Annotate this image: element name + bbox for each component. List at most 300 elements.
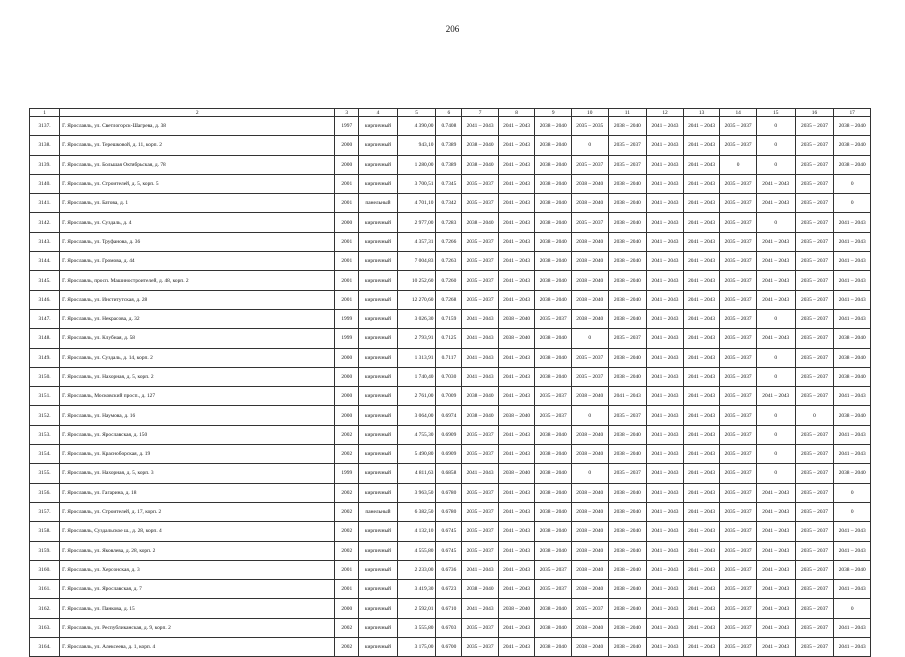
table-cell: 2038 – 2040 <box>608 560 647 579</box>
table-cell: 2041 – 2043 <box>756 618 795 637</box>
table-cell: 2038 – 2040 <box>834 560 871 579</box>
table-cell: 2041 – 2043 <box>683 406 720 425</box>
table-cell: 2035 – 2037 <box>720 232 757 251</box>
table-cell: 2041 – 2043 <box>498 174 535 193</box>
row-number-cell: 3162. <box>30 599 60 618</box>
column-header-12: 12 <box>647 109 684 117</box>
table-cell: 2038 – 2040 <box>608 213 647 232</box>
table-cell: 2041 – 2043 <box>834 309 871 328</box>
area-cell: 1 740,40 <box>397 367 436 386</box>
table-cell: 2041 – 2043 <box>498 541 535 560</box>
table-cell: 2041 – 2043 <box>647 541 684 560</box>
table-cell: 2035 – 2037 <box>720 174 757 193</box>
table-cell: 0.7260 <box>436 271 462 290</box>
table-cell: 2041 – 2043 <box>462 367 499 386</box>
table-cell: 2041 – 2043 <box>647 618 684 637</box>
table-cell: кирпичный <box>359 445 398 464</box>
table-cell: 2038 – 2040 <box>608 522 647 541</box>
table-cell: кирпичный <box>359 560 398 579</box>
address-cell: Г. Ярославль, ул. Наумова, д. 16 <box>60 406 335 425</box>
table-row <box>30 329 871 348</box>
table-cell: 2041 – 2043 <box>462 560 499 579</box>
area-cell: 2 977,00 <box>397 213 436 232</box>
table-cell: 2035 – 2037 <box>795 483 834 502</box>
row-number-cell: 3150. <box>30 367 60 386</box>
address-cell: Г. Ярославль, ул. Труфанова, д. 36 <box>60 232 335 251</box>
table-cell: 0.6780 <box>436 483 462 502</box>
area-cell: 4 357,31 <box>397 232 436 251</box>
table-cell: 0 <box>756 155 795 174</box>
table-row <box>30 406 871 425</box>
table-cell: 2035 – 2037 <box>720 445 757 464</box>
table-cell: 2038 – 2040 <box>608 425 647 444</box>
table-cell: 2041 – 2043 <box>683 502 720 521</box>
table-cell: 0 <box>571 136 608 155</box>
table-row <box>30 290 871 309</box>
table-cell: 2041 – 2043 <box>683 618 720 637</box>
table-cell: 2038 – 2040 <box>834 155 871 174</box>
table-cell: 2002 <box>335 502 359 521</box>
table-cell: 2041 – 2043 <box>498 483 535 502</box>
table-cell: 2041 – 2043 <box>498 194 535 213</box>
table-cell: 2035 – 2037 <box>462 252 499 271</box>
table-row <box>30 271 871 290</box>
table-cell: 2035 – 2037 <box>720 348 757 367</box>
address-cell: Г. Ярославль, ул. Строителей, д. 17, корп. 2 <box>60 502 335 521</box>
table-cell: 2041 – 2043 <box>756 194 795 213</box>
table-cell: 2038 – 2040 <box>571 502 608 521</box>
address-cell: Г. Ярославль, ул. Некрасова, д. 32 <box>60 309 335 328</box>
table-cell: 2041 – 2043 <box>498 560 535 579</box>
row-number-cell: 3145. <box>30 271 60 290</box>
table-cell: 2041 – 2043 <box>756 329 795 348</box>
table-cell: 2035 – 2037 <box>795 464 834 483</box>
table-cell: 2000 <box>335 155 359 174</box>
table-cell: 2041 – 2043 <box>683 174 720 193</box>
table-cell: 2038 – 2040 <box>608 117 647 136</box>
table-cell: 2041 – 2043 <box>498 271 535 290</box>
table-row <box>30 252 871 271</box>
table-cell: 2041 – 2043 <box>834 638 871 657</box>
table-cell: 0.6710 <box>436 599 462 618</box>
table-cell: 2038 – 2040 <box>462 155 499 174</box>
table-cell: 2002 <box>335 522 359 541</box>
table-cell: 2000 <box>335 406 359 425</box>
column-header-2: 2 <box>60 109 335 117</box>
table-cell: 2035 – 2037 <box>720 638 757 657</box>
table-row <box>30 309 871 328</box>
table-cell: 2041 – 2043 <box>608 387 647 406</box>
table-cell: 2000 <box>335 348 359 367</box>
address-cell: Г. Ярославль, ул. Суздаль, д. 14, корп. 2 <box>60 348 335 367</box>
table-cell: 2041 – 2043 <box>647 638 684 657</box>
table-cell: 2041 – 2043 <box>683 522 720 541</box>
table-cell: 0.6745 <box>436 541 462 560</box>
table-cell: 2038 – 2040 <box>571 252 608 271</box>
address-cell: Г. Ярославль, ул. Батова, д. 1 <box>60 194 335 213</box>
table-cell: 2035 – 2037 <box>462 522 499 541</box>
table-cell: 0.6909 <box>436 445 462 464</box>
table-row <box>30 136 871 155</box>
table-cell: 2041 – 2043 <box>756 580 795 599</box>
table-cell: 2035 – 2037 <box>720 406 757 425</box>
table-cell: 0.7408 <box>436 117 462 136</box>
table-cell: 2035 – 2037 <box>795 329 834 348</box>
row-number-cell: 3148. <box>30 329 60 348</box>
table-cell: 2041 – 2043 <box>683 271 720 290</box>
table-cell: 2000 <box>335 599 359 618</box>
table-row <box>30 502 871 521</box>
table-cell: 0.7266 <box>436 232 462 251</box>
table-cell: 2035 – 2037 <box>795 232 834 251</box>
table-cell: 2041 – 2043 <box>647 136 684 155</box>
table-cell: 2035 – 2037 <box>795 309 834 328</box>
table-cell: 2035 – 2037 <box>571 348 608 367</box>
address-cell: Г. Ярославль, ул. Ярославская, д. 7 <box>60 580 335 599</box>
table-cell: 2038 – 2040 <box>498 464 535 483</box>
table-cell: 0.6909 <box>436 425 462 444</box>
table-cell: 2041 – 2043 <box>683 445 720 464</box>
table-cell: 2038 – 2040 <box>535 445 572 464</box>
area-cell: 3 026,30 <box>397 309 436 328</box>
table-cell: 2041 – 2043 <box>498 522 535 541</box>
table-cell: 0.7159 <box>436 309 462 328</box>
table-cell: 2038 – 2040 <box>571 425 608 444</box>
column-header-16: 16 <box>795 109 834 117</box>
table-cell: 2038 – 2040 <box>535 618 572 637</box>
table-cell: 2035 – 2037 <box>795 290 834 309</box>
table-cell: 2035 – 2037 <box>720 329 757 348</box>
table-row <box>30 425 871 444</box>
table-cell: панельный <box>359 502 398 521</box>
area-cell: 3 175,00 <box>397 638 436 657</box>
table-cell: кирпичный <box>359 580 398 599</box>
table-cell: 2041 – 2043 <box>683 367 720 386</box>
table-cell: 0 <box>834 599 871 618</box>
address-cell: Г. Ярославль, ул. Гагарина, д. 18 <box>60 483 335 502</box>
table-row <box>30 560 871 579</box>
table-cell: 2041 – 2043 <box>647 580 684 599</box>
table-cell: 2041 – 2043 <box>462 329 499 348</box>
table-cell: 2035 – 2037 <box>720 117 757 136</box>
table-cell: 2041 – 2043 <box>498 367 535 386</box>
table-cell: 2035 – 2037 <box>462 425 499 444</box>
table-cell: кирпичный <box>359 290 398 309</box>
table-cell: 0 <box>571 464 608 483</box>
column-header-10: 10 <box>571 109 608 117</box>
table-cell: 2041 – 2043 <box>683 290 720 309</box>
table-cell: 2038 – 2040 <box>608 271 647 290</box>
table-cell: 2041 – 2043 <box>498 252 535 271</box>
table-cell: 2035 – 2037 <box>795 367 834 386</box>
table-cell: кирпичный <box>359 155 398 174</box>
table-cell: 2041 – 2043 <box>498 387 535 406</box>
table-cell: 2035 – 2037 <box>795 194 834 213</box>
table-cell: 2002 <box>335 618 359 637</box>
table-cell: 2041 – 2043 <box>647 213 684 232</box>
table-cell: 2038 – 2040 <box>535 329 572 348</box>
table-cell: 2038 – 2040 <box>571 309 608 328</box>
row-number-cell: 3152. <box>30 406 60 425</box>
table-cell: 2035 – 2037 <box>795 252 834 271</box>
table-cell: 2041 – 2043 <box>683 425 720 444</box>
address-cell: Г. Ярославль, ул. Громова, д. 44 <box>60 252 335 271</box>
table-cell: 2038 – 2040 <box>535 252 572 271</box>
table-cell: 2038 – 2040 <box>608 483 647 502</box>
column-header-4: 4 <box>359 109 398 117</box>
row-number-cell: 3164. <box>30 638 60 657</box>
table-cell: 2001 <box>335 271 359 290</box>
row-number-cell: 3155. <box>30 464 60 483</box>
table-cell: 2041 – 2043 <box>498 155 535 174</box>
table-row <box>30 522 871 541</box>
row-number-cell: 3157. <box>30 502 60 521</box>
table-cell: 2041 – 2043 <box>683 136 720 155</box>
address-cell: Г. Ярославль, ул. Большая Октябрьская, д. 78 <box>60 155 335 174</box>
table-cell: 2035 – 2037 <box>795 213 834 232</box>
table-cell: 2041 – 2043 <box>834 271 871 290</box>
table-cell: 2038 – 2040 <box>834 348 871 367</box>
table-cell: 2035 – 2037 <box>535 560 572 579</box>
area-cell: 3 700,51 <box>397 174 436 193</box>
table-row <box>30 580 871 599</box>
table-cell: кирпичный <box>359 213 398 232</box>
address-cell: Г. Ярославль, ул. Нахорная, д. 5, корп. 2 <box>60 367 335 386</box>
table-cell: кирпичный <box>359 117 398 136</box>
table-cell: 0.7345 <box>436 174 462 193</box>
column-header-3: 3 <box>335 109 359 117</box>
table-cell: 2038 – 2040 <box>608 541 647 560</box>
table-cell: 2035 – 2037 <box>608 329 647 348</box>
row-number-cell: 3146. <box>30 290 60 309</box>
table-cell: 2041 – 2043 <box>683 348 720 367</box>
table-cell: 2041 – 2043 <box>834 252 871 271</box>
table-cell: кирпичный <box>359 522 398 541</box>
table-cell: 2041 – 2043 <box>756 174 795 193</box>
table-cell: 2035 – 2037 <box>720 599 757 618</box>
table-cell: кирпичный <box>359 136 398 155</box>
table-cell: 2038 – 2040 <box>535 541 572 560</box>
table-cell: 2041 – 2043 <box>683 213 720 232</box>
table-cell: 2035 – 2035 <box>571 117 608 136</box>
table-cell: 2038 – 2040 <box>571 232 608 251</box>
table-cell: 2041 – 2043 <box>683 638 720 657</box>
table-cell: 2041 – 2043 <box>683 329 720 348</box>
table-cell: 2035 – 2037 <box>535 580 572 599</box>
table-cell: 2038 – 2040 <box>462 580 499 599</box>
table-cell: 2038 – 2040 <box>608 174 647 193</box>
table-cell: 2035 – 2037 <box>462 445 499 464</box>
table-cell: 2041 – 2043 <box>647 309 684 328</box>
table-cell: 2038 – 2040 <box>535 290 572 309</box>
table-cell: 2038 – 2040 <box>571 445 608 464</box>
table-cell: 2035 – 2037 <box>720 580 757 599</box>
table-row <box>30 618 871 637</box>
area-cell: 10 252,60 <box>397 271 436 290</box>
table-cell: 2035 – 2037 <box>720 271 757 290</box>
table-row <box>30 464 871 483</box>
table-cell: 2035 – 2037 <box>535 309 572 328</box>
row-number-cell: 3140. <box>30 174 60 193</box>
table-cell: кирпичный <box>359 541 398 560</box>
table-cell: 2041 – 2043 <box>647 155 684 174</box>
table-cell: кирпичный <box>359 252 398 271</box>
table-cell: 2041 – 2043 <box>834 445 871 464</box>
column-header-11: 11 <box>608 109 647 117</box>
row-number-cell: 3139. <box>30 155 60 174</box>
table-cell: 1997 <box>335 117 359 136</box>
address-cell: Г. Ярославль, ул. Красноборская, д. 19 <box>60 445 335 464</box>
column-header-14: 14 <box>720 109 757 117</box>
table-cell: 0.7263 <box>436 252 462 271</box>
table-cell: 2041 – 2043 <box>834 425 871 444</box>
area-cell: 4 755,30 <box>397 425 436 444</box>
table-cell: 2041 – 2043 <box>462 599 499 618</box>
table-cell: 2035 – 2037 <box>720 502 757 521</box>
table-cell: 2038 – 2040 <box>834 464 871 483</box>
table-cell: 2035 – 2037 <box>720 483 757 502</box>
table-cell: 2041 – 2043 <box>683 309 720 328</box>
area-cell: 4 132,10 <box>397 522 436 541</box>
row-number-cell: 3154. <box>30 445 60 464</box>
table-cell: 2035 – 2037 <box>795 348 834 367</box>
table-row <box>30 232 871 251</box>
address-cell: Г. Ярославль, ул. Панкова, д. 15 <box>60 599 335 618</box>
table-cell: 2038 – 2040 <box>571 541 608 560</box>
table-cell: 2002 <box>335 541 359 560</box>
table-cell: 2041 – 2043 <box>498 638 535 657</box>
table-cell: панельный <box>359 194 398 213</box>
table-cell: 2035 – 2037 <box>571 367 608 386</box>
table-cell: 2041 – 2043 <box>756 541 795 560</box>
table-cell: кирпичный <box>359 329 398 348</box>
table-cell: 2038 – 2040 <box>571 194 608 213</box>
table-cell: 2041 – 2043 <box>462 348 499 367</box>
table-cell: 2038 – 2040 <box>535 213 572 232</box>
table-cell: 1999 <box>335 464 359 483</box>
table-cell: 2038 – 2040 <box>608 232 647 251</box>
table-cell: 2041 – 2043 <box>756 599 795 618</box>
table-cell: 2038 – 2040 <box>608 445 647 464</box>
table-cell: 2001 <box>335 174 359 193</box>
table-cell: 0 <box>756 348 795 367</box>
table-cell: 2002 <box>335 483 359 502</box>
table-cell: 2038 – 2040 <box>535 367 572 386</box>
table-cell: 2002 <box>335 425 359 444</box>
table-cell: 2038 – 2040 <box>608 194 647 213</box>
table-cell: 0.6780 <box>436 502 462 521</box>
area-cell: 943,10 <box>397 136 436 155</box>
table-row <box>30 348 871 367</box>
table-cell: 2038 – 2040 <box>571 387 608 406</box>
row-number-cell: 3160. <box>30 560 60 579</box>
table-cell: 2041 – 2043 <box>498 502 535 521</box>
table-cell: 2038 – 2040 <box>608 502 647 521</box>
address-cell: Г. Ярославль, Московский просп., д. 127 <box>60 387 335 406</box>
column-header-17: 17 <box>834 109 871 117</box>
table-cell: 2041 – 2043 <box>756 232 795 251</box>
area-cell: 3 963,50 <box>397 483 436 502</box>
table-cell: 2035 – 2037 <box>795 599 834 618</box>
table-cell: 2041 – 2043 <box>683 117 720 136</box>
table-cell: 2038 – 2040 <box>608 290 647 309</box>
table-cell: 0.6703 <box>436 618 462 637</box>
address-cell: Г. Ярославль, ул. Клубная, д. 58 <box>60 329 335 348</box>
table-cell: 2035 – 2037 <box>795 541 834 560</box>
row-number-cell: 3161. <box>30 580 60 599</box>
table-cell: 2041 – 2043 <box>498 117 535 136</box>
table-cell: 2038 – 2040 <box>834 329 871 348</box>
table-cell: кирпичный <box>359 348 398 367</box>
table-cell: 2041 – 2043 <box>756 560 795 579</box>
table-cell: 2041 – 2043 <box>756 387 795 406</box>
address-cell: Г. Ярославль, ул. Суздаль, д. 4 <box>60 213 335 232</box>
table-cell: 2035 – 2037 <box>795 387 834 406</box>
table-cell: 2035 – 2037 <box>571 599 608 618</box>
table-cell: 2041 – 2043 <box>683 252 720 271</box>
table-cell: 2035 – 2037 <box>720 367 757 386</box>
table-cell: 2035 – 2037 <box>462 194 499 213</box>
table-cell: 2035 – 2037 <box>462 618 499 637</box>
table-cell: 0.6858 <box>436 464 462 483</box>
table-cell: 2001 <box>335 580 359 599</box>
table-row <box>30 155 871 174</box>
table-cell: 2041 – 2043 <box>834 232 871 251</box>
table-cell: 2041 – 2043 <box>756 483 795 502</box>
table-cell: 2041 – 2043 <box>498 618 535 637</box>
table-cell: 0.7009 <box>436 387 462 406</box>
table-cell: 2035 – 2037 <box>720 309 757 328</box>
address-cell: Г. Ярославль, Суздальское ш., д. 28, корп. 4 <box>60 522 335 541</box>
table-cell: 0.7283 <box>436 213 462 232</box>
address-cell: Г. Ярославль, ул. Алексеева, д. 1, корп. 4 <box>60 638 335 657</box>
table-cell: 2038 – 2040 <box>834 367 871 386</box>
row-number-cell: 3163. <box>30 618 60 637</box>
column-header-1: 1 <box>30 109 60 117</box>
table-cell: 2002 <box>335 638 359 657</box>
table-cell: 2041 – 2043 <box>834 387 871 406</box>
table-cell: 2038 – 2040 <box>571 290 608 309</box>
table-cell: 2041 – 2043 <box>647 599 684 618</box>
table-cell: 0 <box>834 174 871 193</box>
table-cell: 2035 – 2037 <box>462 290 499 309</box>
table-cell: 2038 – 2040 <box>498 599 535 618</box>
table-cell: 2041 – 2043 <box>834 580 871 599</box>
table-cell: 2041 – 2043 <box>647 271 684 290</box>
column-header-7: 7 <box>462 109 499 117</box>
row-number-cell: 3159. <box>30 541 60 560</box>
table-cell: 2041 – 2043 <box>756 502 795 521</box>
table-cell: 1999 <box>335 309 359 328</box>
table-row <box>30 599 871 618</box>
table-cell: 2038 – 2040 <box>462 387 499 406</box>
table-cell: 2041 – 2043 <box>498 213 535 232</box>
table-row <box>30 387 871 406</box>
table-cell: 2041 – 2043 <box>647 387 684 406</box>
table-row <box>30 174 871 193</box>
table-cell: 2000 <box>335 367 359 386</box>
table-cell: 2038 – 2040 <box>535 117 572 136</box>
table-cell: 2041 – 2043 <box>498 348 535 367</box>
table-cell: 2000 <box>335 213 359 232</box>
table-cell: 2038 – 2040 <box>535 599 572 618</box>
table-cell: 2038 – 2040 <box>535 271 572 290</box>
table-cell: кирпичный <box>359 174 398 193</box>
table-cell: 2035 – 2037 <box>795 580 834 599</box>
table-cell: 2038 – 2040 <box>608 638 647 657</box>
table-cell: 2041 – 2043 <box>498 445 535 464</box>
table-cell: 2038 – 2040 <box>535 194 572 213</box>
